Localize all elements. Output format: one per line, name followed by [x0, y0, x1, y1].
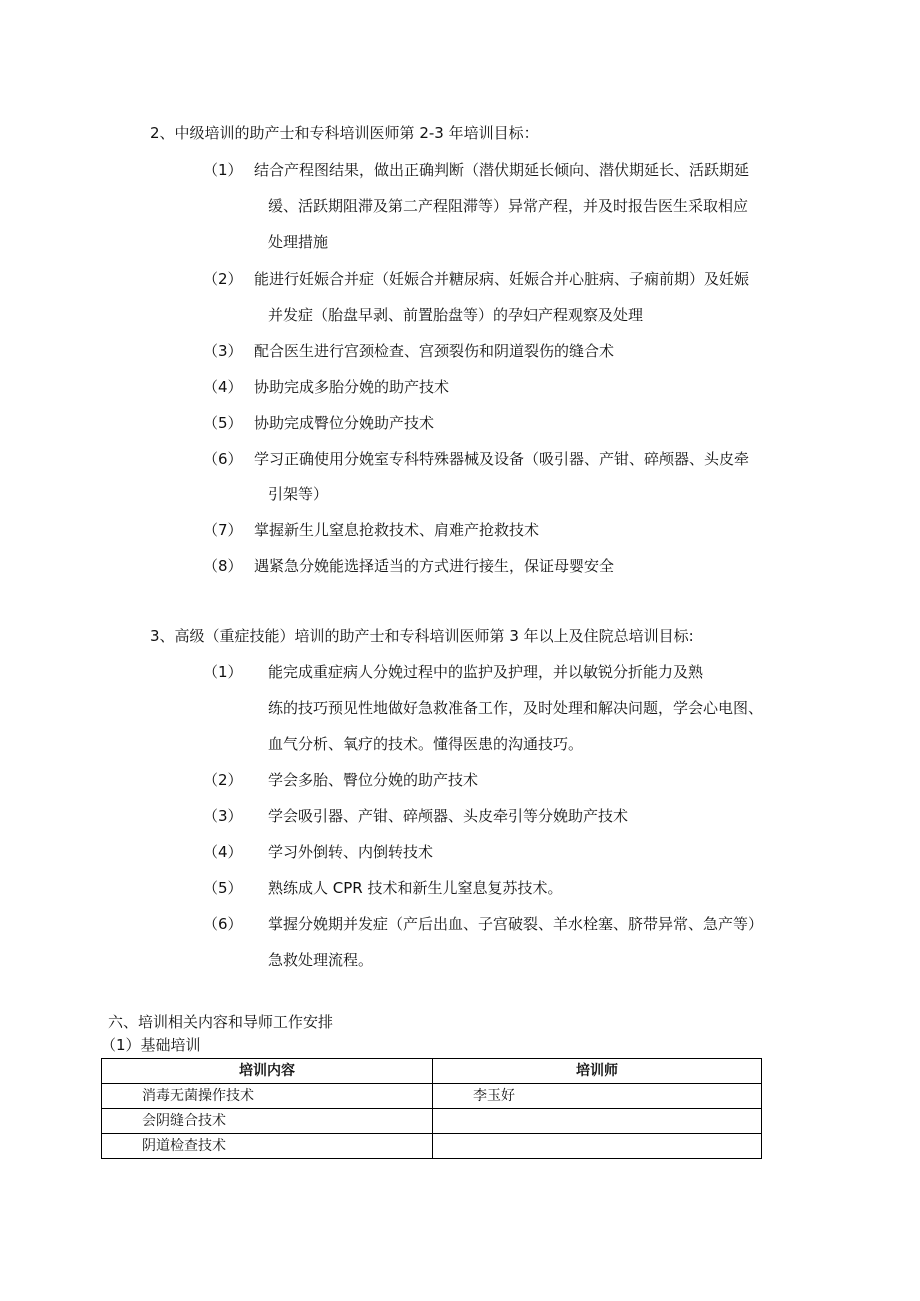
s2-item8-num: （8） — [203, 557, 243, 575]
s3-item5-line1: 熟练成人 CPR 技术和新生儿窒息复苏技术。 — [268, 879, 563, 897]
s2-item1-line2: 缓、活跃期阻滞及第二产程阻滞等）异常产程，并及时报告医生采取相应 — [268, 197, 749, 215]
section6-heading: 六、培训相关内容和导师工作安排 — [108, 1013, 334, 1031]
section2-heading: 2、中级培训的助产士和专科培训医师第 2-3 年培训目标： — [150, 124, 539, 142]
s3-item4-num: （4） — [203, 843, 243, 861]
s3-item5-num: （5） — [203, 879, 243, 897]
s2-item5-line1: 协助完成臀位分娩助产技术 — [254, 414, 435, 432]
s2-item7-num: （7） — [203, 521, 243, 539]
s3-item2-line1: 学会多胎、臀位分娩的助产技术 — [268, 771, 479, 789]
table-row — [102, 1084, 762, 1109]
table-row — [102, 1109, 762, 1134]
basic-training-table — [101, 1058, 762, 1159]
s2-item6-line1: 学习正确使用分娩室专科特殊器械及设备（吸引器、产钳、碎颅器、头皮牵 — [254, 450, 750, 468]
s2-item3-line1: 配合医生进行宫颈检查、宫颈裂伤和阴道裂伤的缝合术 — [254, 342, 615, 360]
s2-item2-line1: 能进行妊娠合并症（妊娠合并糖尿病、妊娠合并心脏病、子痫前期）及妊娠 — [254, 270, 750, 288]
s2-item6-line2: 引架等） — [268, 485, 329, 503]
cell-trainer: 李玉好 — [433, 1084, 762, 1109]
cell-content: 会阴缝合技术 — [102, 1109, 433, 1134]
s2-item1-line1: 结合产程图结果，做出正确判断（潜伏期延长倾向、潜伏期延长、活跃期延 — [254, 161, 750, 179]
s2-item4-num: （4） — [203, 378, 243, 396]
cell-trainer — [433, 1134, 762, 1159]
s3-item1-line3: 血气分析、氧疗的技术。懂得医患的沟通技巧。 — [268, 735, 584, 753]
s3-item1-line1: 能完成重症病人分娩过程中的监护及护理，并以敏锐分折能力及熟 — [268, 663, 704, 681]
s3-item6-num: （6） — [203, 915, 243, 933]
table-row — [102, 1134, 762, 1159]
s2-item2-line2: 并发症（胎盘早剥、前置胎盘等）的孕妇产程观察及处理 — [268, 306, 644, 324]
s2-item1-num: （1） — [203, 161, 243, 179]
s2-item2-num: （2） — [203, 270, 243, 288]
section6-subheading: （1）基础培训 — [101, 1036, 201, 1054]
s2-item8-line1: 遇紧急分娩能选择适当的方式进行接生，保证母婴安全 — [254, 557, 615, 575]
s3-item2-num: （2） — [203, 771, 243, 789]
s2-item7-line1: 掌握新生儿窒息抢救技术、肩难产抢救技术 — [254, 521, 540, 539]
s2-item6-num: （6） — [203, 450, 243, 468]
s3-item6-line1: 掌握分娩期并发症（产后出血、子宫破裂、羊水栓塞、脐带异常、急产等） — [268, 915, 764, 933]
header-trainer: 培训师 — [433, 1059, 762, 1084]
s2-item3-num: （3） — [203, 342, 243, 360]
s3-item4-line1: 学习外倒转、内倒转技术 — [268, 843, 434, 861]
s3-item1-line2: 练的技巧预见性地做好急救准备工作，及时处理和解决问题，学会心电图、 — [268, 699, 764, 717]
cell-content: 阴道检查技术 — [102, 1134, 433, 1159]
s3-item3-num: （3） — [203, 807, 243, 825]
s3-item1-num: （1） — [203, 663, 243, 681]
s2-item5-num: （5） — [203, 414, 243, 432]
section3-heading: 3、高级（重症技能）培训的助产士和专科培训医师第 3 年以上及住院总培训目标: — [150, 627, 694, 645]
s3-item3-line1: 学会吸引器、产钳、碎颅器、头皮牵引等分娩助产技术 — [268, 807, 629, 825]
s3-item6-line2: 急救处理流程。 — [268, 951, 374, 969]
s2-item1-line3: 处理措施 — [268, 233, 329, 251]
cell-content: 消毒无菌操作技术 — [102, 1084, 433, 1109]
table-header-row — [102, 1059, 762, 1084]
cell-trainer — [433, 1109, 762, 1134]
s2-item4-line1: 协助完成多胎分娩的助产技术 — [254, 378, 450, 396]
header-training-content: 培训内容 — [102, 1059, 433, 1084]
